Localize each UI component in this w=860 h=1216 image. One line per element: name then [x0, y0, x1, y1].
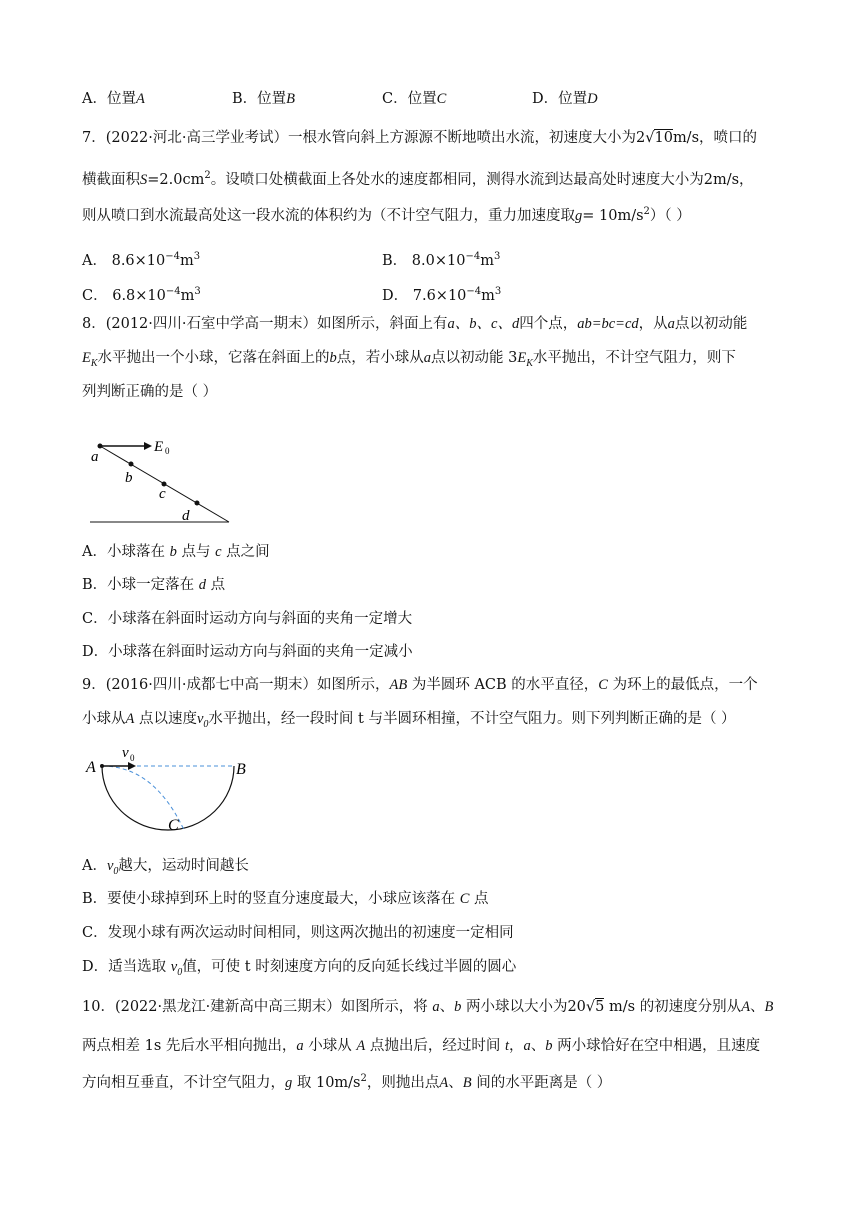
- q9-option-d: [82, 957, 516, 983]
- q7-option-b: [382, 247, 500, 271]
- var: C: [598, 677, 608, 693]
- text: =2.0cm: [147, 171, 205, 188]
- unit-sup: 3: [193, 251, 201, 262]
- point-d: [195, 501, 200, 506]
- text: 点以初动能 3: [431, 350, 518, 366]
- var: E: [517, 350, 527, 366]
- text: ，从: [638, 316, 668, 332]
- text: 10．(2022·黑龙江·建新高中高三期末）如图所示，将: [82, 999, 428, 1015]
- option-text: D．位置: [532, 91, 588, 107]
- text: ，: [508, 1038, 524, 1054]
- text: 则从喷口到水流最高处这一段水流的体积约为（不计空气阻力，重力加速度取: [82, 207, 575, 224]
- text: 两小球恰好在空中相遇，且速度: [557, 1038, 761, 1054]
- option-text: C．位置: [382, 91, 437, 107]
- label: B．: [382, 252, 408, 269]
- label-c: c: [159, 486, 166, 502]
- unit: m/s: [604, 999, 636, 1015]
- text: 为环上的最低点，一个: [612, 677, 758, 693]
- text: 、: [448, 1074, 463, 1091]
- q10-stem-line-3: [82, 1069, 611, 1093]
- unit-sup: 3: [493, 251, 501, 262]
- option-var: D: [587, 91, 598, 107]
- q10-stem-line-1: [82, 997, 773, 1017]
- q9-stem-line-1: [82, 675, 758, 695]
- option-text: B．位置: [232, 91, 287, 107]
- text: 点以初动能: [674, 316, 748, 332]
- value: 8.6×10: [111, 252, 166, 269]
- text: 的初速度分别从: [639, 999, 742, 1015]
- sub: 0: [203, 718, 209, 730]
- q8-stem-line-3: 列判断正确的是（ ）: [82, 384, 218, 400]
- q7-option-c: [82, 282, 201, 306]
- var: B: [764, 999, 774, 1015]
- text: = 10m/s: [582, 207, 644, 224]
- var: a: [432, 999, 440, 1015]
- label-v0: v: [122, 745, 129, 761]
- unit: m: [480, 252, 494, 269]
- text: 点，若小球从: [336, 350, 424, 366]
- label-b: b: [125, 470, 133, 486]
- text: ，喷口的: [699, 130, 758, 146]
- q6-option-d: [532, 89, 598, 109]
- text: 。设喷口处横截面上各处水的速度都相同，测得水流到达最高处时速度大小为2m/s，: [210, 171, 754, 188]
- q6-option-b: [232, 89, 295, 109]
- value: 7.6×10: [412, 287, 467, 304]
- coef: 2: [636, 130, 646, 146]
- text: 值，可使 t 时刻速度方向的反向延长线过半圆的圆心: [182, 959, 517, 975]
- q7-stem-line-1: [82, 128, 757, 148]
- label-b: B: [236, 761, 246, 778]
- text: 越大，运动时间越长: [118, 858, 249, 874]
- var: v: [170, 959, 178, 975]
- text: B．小球一定落在: [82, 577, 195, 593]
- var: c: [215, 544, 222, 560]
- label-a: A: [86, 759, 96, 776]
- text: ）（ ）: [649, 207, 691, 224]
- arrow-head: [144, 442, 152, 450]
- text: 小球从: [308, 1038, 352, 1054]
- point-b: [129, 462, 134, 467]
- text: 水平抛出，经一段时间 t 与半圆环相撞，不计空气阻力。则下列判断正确的是（ ）: [208, 711, 736, 727]
- text: 水平抛出一个小球，它落在斜面上的: [97, 350, 330, 366]
- option-var: B: [286, 91, 296, 107]
- q8-option-b: [82, 575, 225, 595]
- label-c: C: [168, 817, 179, 834]
- q8-stem-line-1: [82, 314, 747, 334]
- q7-option-a: [82, 247, 200, 271]
- text: 点: [210, 577, 226, 593]
- var: ab=bc=cd: [577, 316, 639, 332]
- q6-option-c: [382, 89, 446, 109]
- q9-semicircle-figure: [84, 744, 254, 836]
- q8-incline-figure: [86, 436, 236, 526]
- unit: m: [180, 287, 195, 304]
- option-text: A．位置: [82, 91, 136, 107]
- label: A．: [82, 252, 107, 269]
- text: 点以速度: [138, 711, 197, 727]
- label: C．: [82, 287, 108, 304]
- var: E: [82, 350, 91, 366]
- coef: 20: [567, 999, 586, 1015]
- q6-option-a: [82, 89, 145, 109]
- unit: m: [481, 287, 495, 304]
- var: a: [523, 1038, 531, 1054]
- sub: 0: [177, 966, 183, 978]
- var: g: [285, 1074, 293, 1091]
- var: a: [296, 1038, 304, 1054]
- option-var: C: [436, 91, 447, 107]
- var: b: [545, 1038, 553, 1054]
- text: 8．(2012·四川·石室中学高一期末）如图所示，斜面上有: [82, 316, 448, 332]
- q10-stem-line-2: [82, 1036, 760, 1056]
- text: 取 10m/s: [296, 1074, 361, 1091]
- text: D．适当选取: [82, 959, 167, 975]
- label: A．: [82, 858, 107, 874]
- q9-option-b: [82, 889, 489, 909]
- unit: m: [180, 252, 194, 269]
- text: 、: [750, 999, 765, 1015]
- text: 点与: [181, 544, 211, 560]
- text: 为半圆环 ACB 的水平直径，: [411, 677, 599, 693]
- text: 间的水平距离是（ ）: [476, 1074, 612, 1091]
- q7-stem-line-2: [82, 166, 754, 190]
- q8-option-d: D．小球落在斜面时运动方向与斜面的夹角一定减小: [82, 644, 413, 660]
- sqrt-sign: √: [585, 999, 596, 1015]
- var: a: [667, 316, 675, 332]
- value: 8.0×10: [411, 252, 466, 269]
- var: A: [125, 711, 135, 727]
- speed-expression: [636, 129, 699, 146]
- text: 小球从: [82, 711, 126, 727]
- var: b: [454, 999, 462, 1015]
- sub: 0: [113, 865, 119, 877]
- text: B．要使小球掉到环上时的竖直分速度最大，小球应该落在: [82, 891, 456, 907]
- q8-option-c: C．小球落在斜面时运动方向与斜面的夹角一定增大: [82, 611, 413, 627]
- text: 四个点，: [519, 316, 578, 332]
- sup: 2: [360, 1073, 367, 1084]
- exp: −4: [165, 286, 181, 297]
- label-e0-sub: 0: [165, 446, 170, 456]
- var: A: [741, 999, 751, 1015]
- q9-option-a: [82, 856, 249, 882]
- text: 、: [530, 1038, 546, 1054]
- label-d: d: [182, 508, 190, 524]
- unit-sup: 3: [494, 286, 502, 297]
- label-e0: E: [154, 439, 164, 455]
- text: 点: [474, 891, 489, 907]
- point-a: [98, 444, 103, 449]
- q7-option-d: [382, 282, 501, 306]
- text: A．小球落在: [82, 544, 165, 560]
- text: 方向相互垂直，不计空气阻力，: [82, 1074, 285, 1091]
- var: S: [140, 171, 148, 188]
- var: AB: [389, 677, 408, 693]
- q9-option-c: C．发现小球有两次运动时间相同，则这两次抛出的初速度一定相同: [82, 925, 514, 941]
- exp: −4: [165, 251, 181, 262]
- var: d: [198, 577, 207, 593]
- var: t: [504, 1038, 509, 1054]
- label-v0-sub: 0: [130, 753, 135, 763]
- radicand: 10: [654, 130, 673, 146]
- text: 水平抛出，不计空气阻力，则下: [532, 350, 736, 366]
- arrow-head: [128, 762, 136, 770]
- label: D．: [382, 287, 409, 304]
- q8-stem-line-2: [82, 348, 736, 374]
- sub: K: [526, 357, 533, 369]
- unit: m/s: [672, 130, 700, 146]
- text: 、: [439, 999, 455, 1015]
- sub: K: [90, 357, 98, 369]
- q7-stem-line-3: [82, 202, 691, 226]
- text: 9．(2016·四川·成都七中高一期末）如图所示，: [82, 677, 390, 693]
- option-var: A: [135, 91, 145, 107]
- text: 7．(2022·河北·高三学业考试）一根水管向斜上方源源不断地喷出水流，初速度大小为: [82, 130, 636, 146]
- var: v: [106, 858, 114, 874]
- value: 6.8×10: [112, 287, 166, 304]
- var: g: [575, 207, 583, 224]
- point-a: [100, 764, 104, 768]
- speed-expression: [567, 998, 635, 1015]
- var: a、b、c、d: [447, 316, 520, 332]
- text: 点抛出后，经过时间: [369, 1038, 501, 1054]
- q9-stem-line-2: [82, 709, 736, 735]
- radicand: 5: [595, 999, 605, 1015]
- q8-option-a: [82, 542, 270, 562]
- text: 横截面积: [82, 171, 140, 188]
- exp: −4: [466, 286, 482, 297]
- text: 点之间: [226, 544, 270, 560]
- sup: 2: [204, 170, 211, 181]
- var: b: [329, 350, 337, 366]
- text: 两点相差 1s 先后水平相向抛出，: [82, 1038, 297, 1054]
- unit-sup: 3: [194, 286, 201, 297]
- var: C: [459, 891, 470, 907]
- var: A: [439, 1074, 449, 1091]
- var: v: [196, 711, 204, 727]
- text: 两小球以大小为: [465, 999, 568, 1015]
- sqrt-sign: √: [645, 130, 655, 146]
- var: B: [462, 1074, 472, 1091]
- label-a: a: [91, 449, 99, 465]
- var: b: [169, 544, 177, 560]
- text: ，则抛出点: [366, 1074, 440, 1091]
- var: A: [356, 1038, 366, 1054]
- var: a: [423, 350, 432, 366]
- exp: −4: [465, 251, 481, 262]
- sup: 2: [643, 206, 650, 217]
